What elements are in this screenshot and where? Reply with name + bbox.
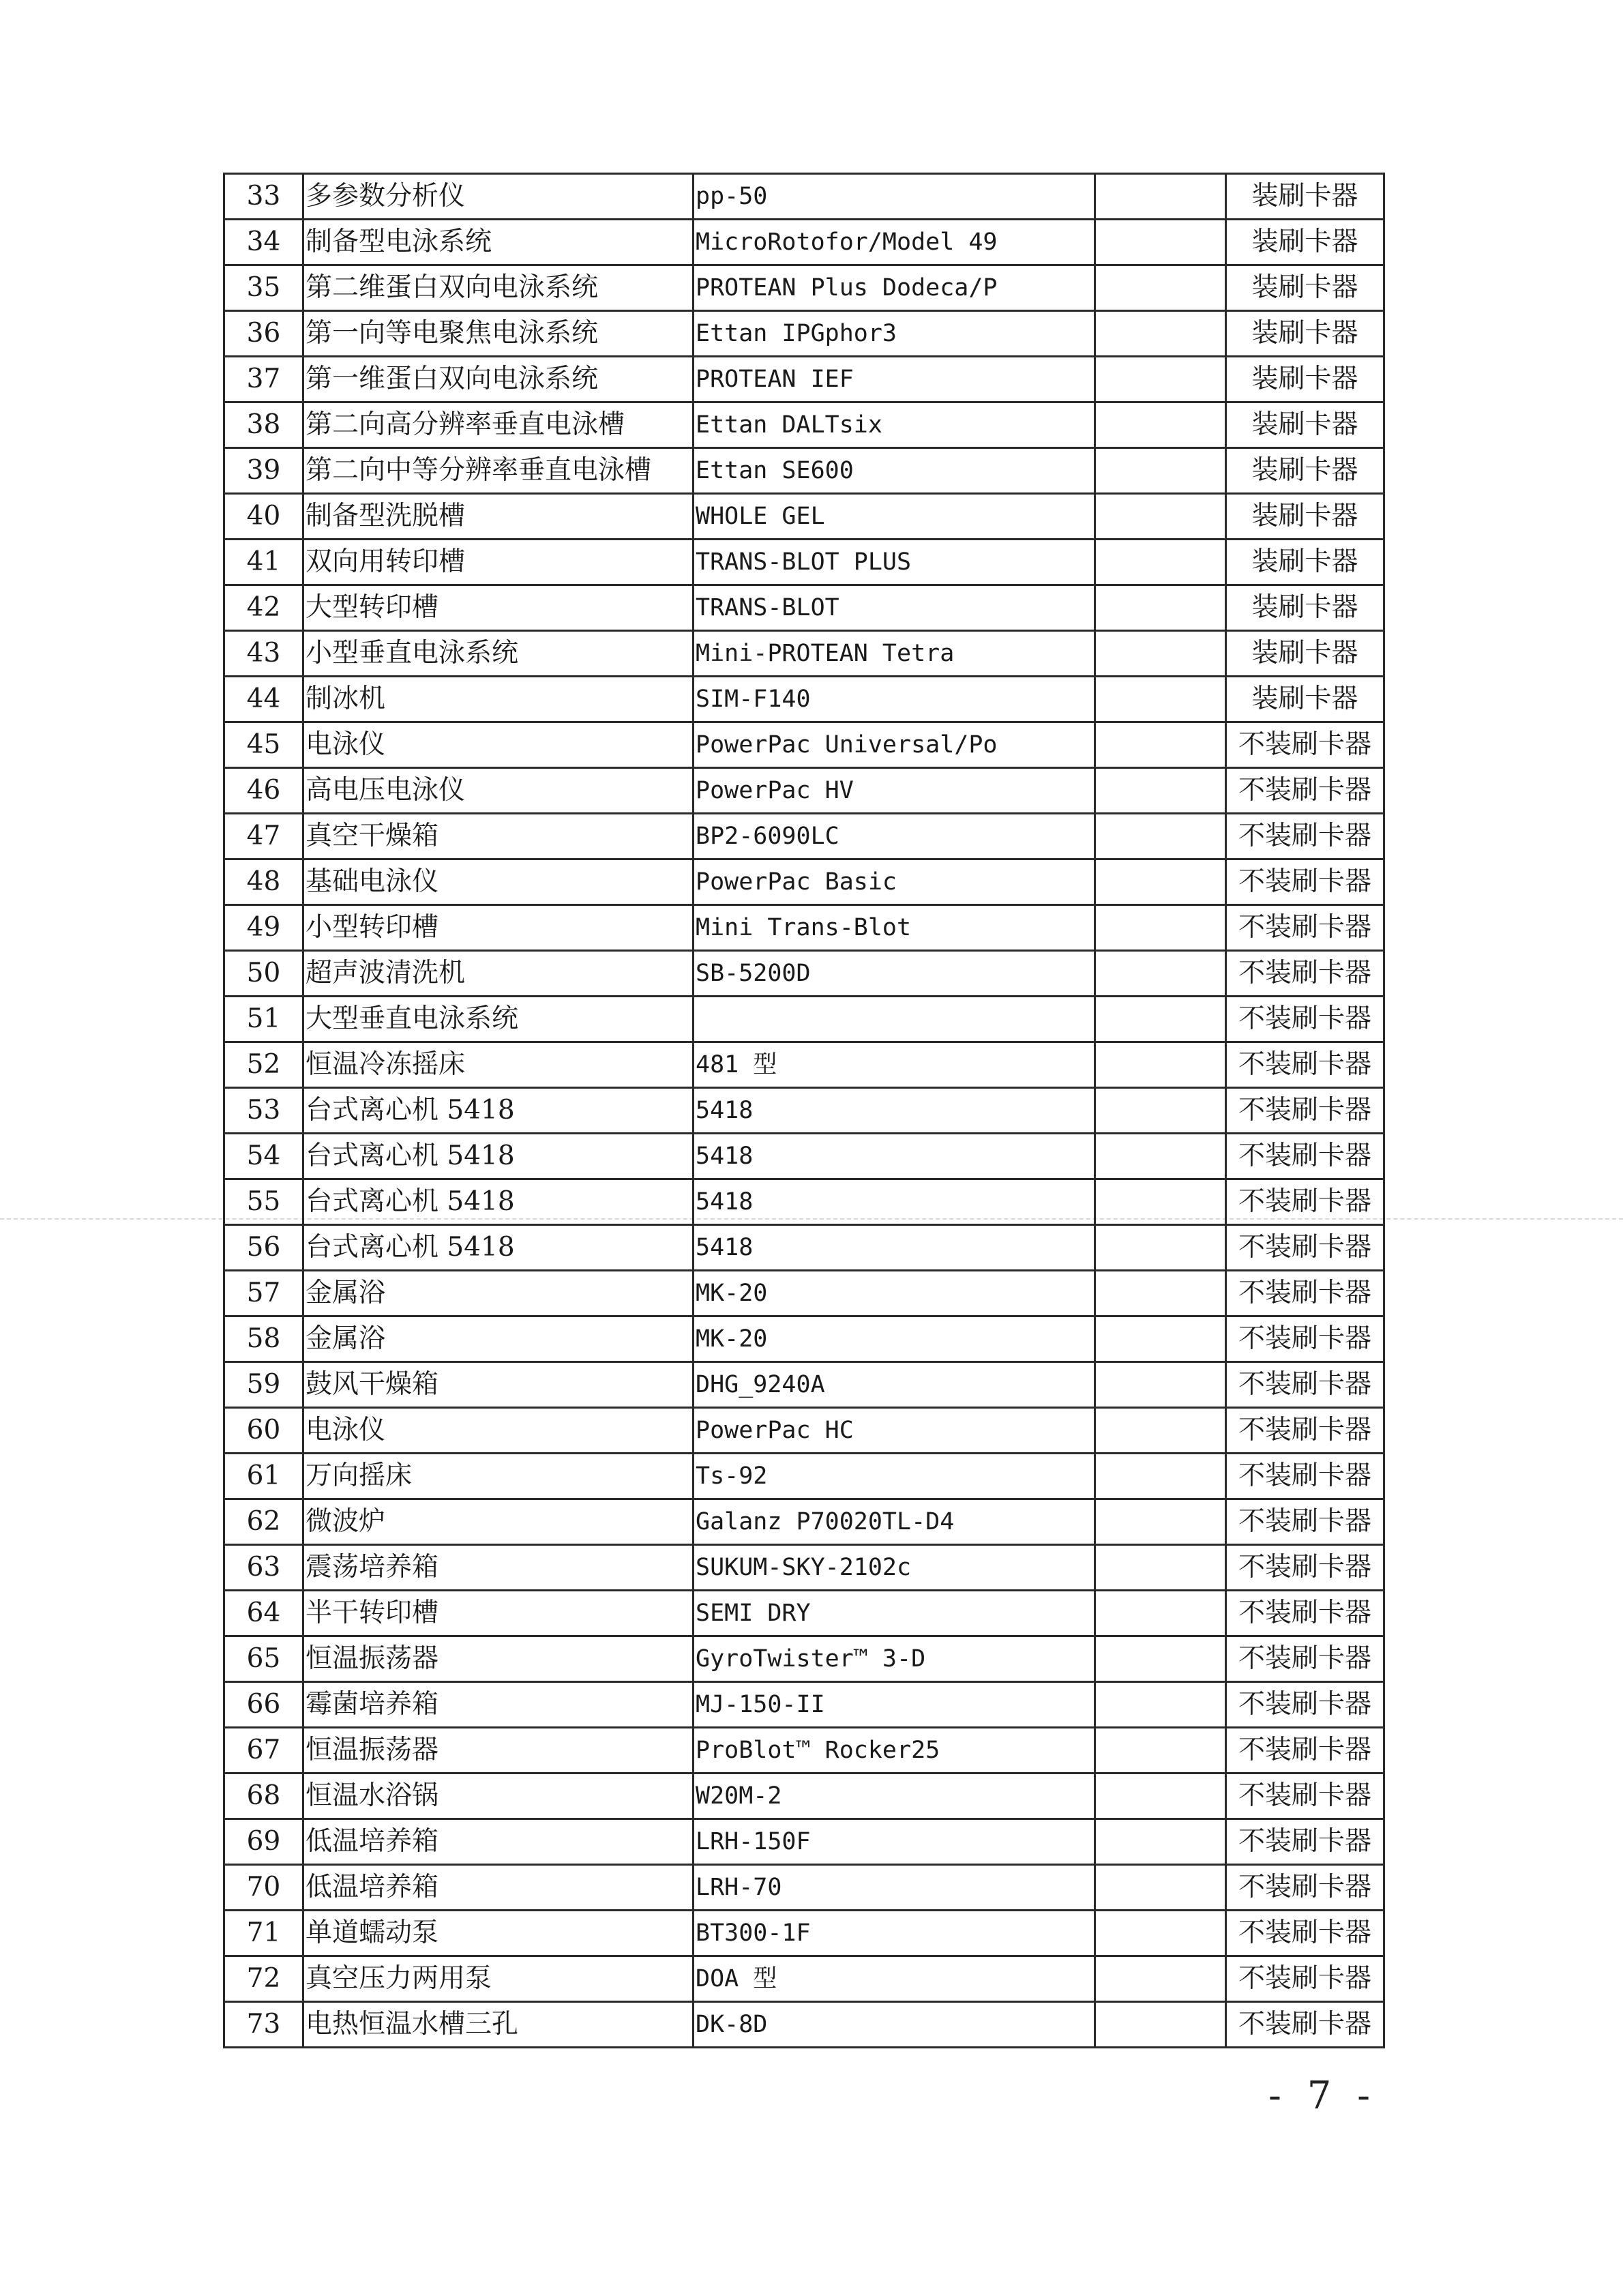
row-number: 46 xyxy=(224,768,303,814)
blank-cell xyxy=(1095,2002,1226,2048)
card-reader-status: 装刷卡器 xyxy=(1226,174,1384,220)
model-number: Ettan DALTsix xyxy=(694,402,1095,448)
card-reader-status: 装刷卡器 xyxy=(1226,677,1384,722)
blank-cell xyxy=(1095,768,1226,814)
equipment-name: 台式离心机 5418 xyxy=(303,1134,694,1179)
model-number: SB-5200D xyxy=(694,951,1095,997)
blank-cell xyxy=(1095,1865,1226,1911)
row-number: 45 xyxy=(224,722,303,768)
equipment-name: 单道蠕动泵 xyxy=(303,1911,694,1956)
table-row xyxy=(224,1088,1384,1134)
table-row xyxy=(224,494,1384,540)
model-number xyxy=(694,997,1095,1042)
model-number: Ettan IPGphor3 xyxy=(694,311,1095,357)
row-number: 58 xyxy=(224,1316,303,1362)
equipment-name: 霉菌培养箱 xyxy=(303,1682,694,1728)
equipment-name: 高电压电泳仪 xyxy=(303,768,694,814)
table-row xyxy=(224,677,1384,722)
model-number: TRANS-BLOT PLUS xyxy=(694,540,1095,585)
equipment-name: 微波炉 xyxy=(303,1499,694,1545)
equipment-name: 台式离心机 5418 xyxy=(303,1088,694,1134)
equipment-name: 第一维蛋白双向电泳系统 xyxy=(303,357,694,402)
card-reader-status: 不装刷卡器 xyxy=(1226,1636,1384,1682)
table-row xyxy=(224,814,1384,859)
equipment-name: 超声波清洗机 xyxy=(303,951,694,997)
table-row xyxy=(224,265,1384,311)
page-number: - 7 - xyxy=(1268,2074,1378,2118)
table-row xyxy=(224,997,1384,1042)
blank-cell xyxy=(1095,1956,1226,2002)
row-number: 54 xyxy=(224,1134,303,1179)
model-number: DOA 型 xyxy=(694,1956,1095,2002)
row-number: 73 xyxy=(224,2002,303,2048)
table-row xyxy=(224,1819,1384,1865)
row-number: 43 xyxy=(224,631,303,677)
model-number: SEMI DRY xyxy=(694,1591,1095,1636)
row-number: 51 xyxy=(224,997,303,1042)
row-number: 67 xyxy=(224,1728,303,1773)
equipment-name: 双向用转印槽 xyxy=(303,540,694,585)
model-number: 5418 xyxy=(694,1179,1095,1225)
model-number: PowerPac HC xyxy=(694,1408,1095,1454)
equipment-name: 万向摇床 xyxy=(303,1454,694,1499)
equipment-name: 恒温水浴锅 xyxy=(303,1773,694,1819)
table-row xyxy=(224,1636,1384,1682)
row-number: 53 xyxy=(224,1088,303,1134)
model-number: BT300-1F xyxy=(694,1911,1095,1956)
row-number: 65 xyxy=(224,1636,303,1682)
row-number: 61 xyxy=(224,1454,303,1499)
model-number: LRH-150F xyxy=(694,1819,1095,1865)
card-reader-status: 不装刷卡器 xyxy=(1226,1225,1384,1271)
table-row xyxy=(224,1134,1384,1179)
blank-cell xyxy=(1095,722,1226,768)
row-number: 59 xyxy=(224,1362,303,1408)
equipment-name: 金属浴 xyxy=(303,1271,694,1316)
table-row xyxy=(224,1499,1384,1545)
model-number: MicroRotofor/Model 49 xyxy=(694,220,1095,265)
blank-cell xyxy=(1095,1408,1226,1454)
blank-cell xyxy=(1095,585,1226,631)
table-row xyxy=(224,1179,1384,1225)
table-row xyxy=(224,1271,1384,1316)
blank-cell xyxy=(1095,1636,1226,1682)
blank-cell xyxy=(1095,540,1226,585)
table-row xyxy=(224,1545,1384,1591)
table-row xyxy=(224,1956,1384,2002)
table-row xyxy=(224,1362,1384,1408)
blank-cell xyxy=(1095,357,1226,402)
equipment-name: 半干转印槽 xyxy=(303,1591,694,1636)
card-reader-status: 不装刷卡器 xyxy=(1226,814,1384,859)
card-reader-status: 装刷卡器 xyxy=(1226,494,1384,540)
table-row xyxy=(224,1316,1384,1362)
row-number: 41 xyxy=(224,540,303,585)
card-reader-status: 装刷卡器 xyxy=(1226,402,1384,448)
blank-cell xyxy=(1095,951,1226,997)
row-number: 56 xyxy=(224,1225,303,1271)
card-reader-status: 不装刷卡器 xyxy=(1226,1499,1384,1545)
equipment-name: 制备型电泳系统 xyxy=(303,220,694,265)
table-row xyxy=(224,1682,1384,1728)
equipment-name: 震荡培养箱 xyxy=(303,1545,694,1591)
model-number: ProBlot™ Rocker25 xyxy=(694,1728,1095,1773)
row-number: 64 xyxy=(224,1591,303,1636)
table-row xyxy=(224,1454,1384,1499)
equipment-name: 第二维蛋白双向电泳系统 xyxy=(303,265,694,311)
card-reader-status: 不装刷卡器 xyxy=(1226,1271,1384,1316)
model-number: PowerPac HV xyxy=(694,768,1095,814)
card-reader-status: 不装刷卡器 xyxy=(1226,1728,1384,1773)
table-row xyxy=(224,311,1384,357)
equipment-name: 真空压力两用泵 xyxy=(303,1956,694,2002)
blank-cell xyxy=(1095,1042,1226,1088)
model-number: TRANS-BLOT xyxy=(694,585,1095,631)
equipment-name: 第二向高分辨率垂直电泳槽 xyxy=(303,402,694,448)
blank-cell xyxy=(1095,220,1226,265)
table-row xyxy=(224,1865,1384,1911)
equipment-name: 恒温振荡器 xyxy=(303,1636,694,1682)
equipment-name: 鼓风干燥箱 xyxy=(303,1362,694,1408)
equipment-name: 台式离心机 5418 xyxy=(303,1179,694,1225)
model-number: 5418 xyxy=(694,1225,1095,1271)
equipment-name: 制冰机 xyxy=(303,677,694,722)
table-body xyxy=(224,174,1384,2048)
blank-cell xyxy=(1095,631,1226,677)
card-reader-status: 不装刷卡器 xyxy=(1226,1773,1384,1819)
row-number: 36 xyxy=(224,311,303,357)
row-number: 55 xyxy=(224,1179,303,1225)
model-number: BP2-6090LC xyxy=(694,814,1095,859)
table-row xyxy=(224,1728,1384,1773)
equipment-name: 第一向等电聚焦电泳系统 xyxy=(303,311,694,357)
equipment-table xyxy=(223,173,1385,2048)
equipment-name: 恒温冷冻摇床 xyxy=(303,1042,694,1088)
card-reader-status: 不装刷卡器 xyxy=(1226,859,1384,905)
equipment-name: 台式离心机 5418 xyxy=(303,1225,694,1271)
equipment-name: 第二向中等分辨率垂直电泳槽 xyxy=(303,448,694,494)
equipment-name: 多参数分析仪 xyxy=(303,174,694,220)
row-number: 33 xyxy=(224,174,303,220)
model-number: PowerPac Basic xyxy=(694,859,1095,905)
table-row xyxy=(224,722,1384,768)
table-row xyxy=(224,174,1384,220)
blank-cell xyxy=(1095,1454,1226,1499)
model-number: MK-20 xyxy=(694,1316,1095,1362)
blank-cell xyxy=(1095,1728,1226,1773)
equipment-name: 金属浴 xyxy=(303,1316,694,1362)
model-number: MJ-150-II xyxy=(694,1682,1095,1728)
row-number: 72 xyxy=(224,1956,303,2002)
equipment-name: 电热恒温水槽三孔 xyxy=(303,2002,694,2048)
model-number: PROTEAN IEF xyxy=(694,357,1095,402)
blank-cell xyxy=(1095,265,1226,311)
blank-cell xyxy=(1095,1499,1226,1545)
blank-cell xyxy=(1095,1591,1226,1636)
table-row xyxy=(224,540,1384,585)
model-number: SUKUM-SKY-2102c xyxy=(694,1545,1095,1591)
blank-cell xyxy=(1095,1819,1226,1865)
card-reader-status: 不装刷卡器 xyxy=(1226,1408,1384,1454)
card-reader-status: 不装刷卡器 xyxy=(1226,1591,1384,1636)
card-reader-status: 不装刷卡器 xyxy=(1226,1454,1384,1499)
blank-cell xyxy=(1095,1179,1226,1225)
blank-cell xyxy=(1095,1545,1226,1591)
card-reader-status: 不装刷卡器 xyxy=(1226,997,1384,1042)
card-reader-status: 不装刷卡器 xyxy=(1226,1362,1384,1408)
model-number: 5418 xyxy=(694,1134,1095,1179)
row-number: 38 xyxy=(224,402,303,448)
blank-cell xyxy=(1095,1316,1226,1362)
blank-cell xyxy=(1095,1225,1226,1271)
table-row xyxy=(224,1042,1384,1088)
table-row xyxy=(224,585,1384,631)
card-reader-status: 装刷卡器 xyxy=(1226,631,1384,677)
card-reader-status: 不装刷卡器 xyxy=(1226,1865,1384,1911)
row-number: 34 xyxy=(224,220,303,265)
equipment-name: 低温培养箱 xyxy=(303,1865,694,1911)
model-number: MK-20 xyxy=(694,1271,1095,1316)
row-number: 68 xyxy=(224,1773,303,1819)
model-number: SIM-F140 xyxy=(694,677,1095,722)
row-number: 35 xyxy=(224,265,303,311)
blank-cell xyxy=(1095,1362,1226,1408)
card-reader-status: 不装刷卡器 xyxy=(1226,768,1384,814)
blank-cell xyxy=(1095,905,1226,951)
card-reader-status: 不装刷卡器 xyxy=(1226,722,1384,768)
model-number: DHG_9240A xyxy=(694,1362,1095,1408)
card-reader-status: 不装刷卡器 xyxy=(1226,1911,1384,1956)
table-row xyxy=(224,951,1384,997)
blank-cell xyxy=(1095,311,1226,357)
table-row xyxy=(224,905,1384,951)
row-number: 37 xyxy=(224,357,303,402)
row-number: 44 xyxy=(224,677,303,722)
card-reader-status: 不装刷卡器 xyxy=(1226,2002,1384,2048)
equipment-name: 制备型洗脱槽 xyxy=(303,494,694,540)
table-row xyxy=(224,1773,1384,1819)
row-number: 63 xyxy=(224,1545,303,1591)
row-number: 69 xyxy=(224,1819,303,1865)
row-number: 60 xyxy=(224,1408,303,1454)
card-reader-status: 不装刷卡器 xyxy=(1226,1545,1384,1591)
table-row xyxy=(224,1225,1384,1271)
blank-cell xyxy=(1095,677,1226,722)
equipment-name: 电泳仪 xyxy=(303,1408,694,1454)
model-number: 5418 xyxy=(694,1088,1095,1134)
card-reader-status: 不装刷卡器 xyxy=(1226,1956,1384,2002)
blank-cell xyxy=(1095,1911,1226,1956)
blank-cell xyxy=(1095,174,1226,220)
blank-cell xyxy=(1095,448,1226,494)
equipment-name: 大型转印槽 xyxy=(303,585,694,631)
table-row xyxy=(224,448,1384,494)
row-number: 66 xyxy=(224,1682,303,1728)
blank-cell xyxy=(1095,1271,1226,1316)
row-number: 52 xyxy=(224,1042,303,1088)
model-number: LRH-70 xyxy=(694,1865,1095,1911)
model-number: DK-8D xyxy=(694,2002,1095,2048)
model-number: W20M-2 xyxy=(694,1773,1095,1819)
table-row xyxy=(224,220,1384,265)
model-number: 481 型 xyxy=(694,1042,1095,1088)
table-row xyxy=(224,357,1384,402)
table-row xyxy=(224,768,1384,814)
card-reader-status: 不装刷卡器 xyxy=(1226,951,1384,997)
model-number: Galanz P70020TL-D4 xyxy=(694,1499,1095,1545)
card-reader-status: 不装刷卡器 xyxy=(1226,1134,1384,1179)
table-row xyxy=(224,859,1384,905)
equipment-name: 电泳仪 xyxy=(303,722,694,768)
table-row xyxy=(224,1591,1384,1636)
row-number: 42 xyxy=(224,585,303,631)
equipment-name: 大型垂直电泳系统 xyxy=(303,997,694,1042)
equipment-name: 基础电泳仪 xyxy=(303,859,694,905)
model-number: PROTEAN Plus Dodeca/P xyxy=(694,265,1095,311)
card-reader-status: 装刷卡器 xyxy=(1226,540,1384,585)
table-row xyxy=(224,631,1384,677)
row-number: 70 xyxy=(224,1865,303,1911)
table-row xyxy=(224,402,1384,448)
row-number: 57 xyxy=(224,1271,303,1316)
row-number: 40 xyxy=(224,494,303,540)
table-row xyxy=(224,1408,1384,1454)
blank-cell xyxy=(1095,1773,1226,1819)
card-reader-status: 装刷卡器 xyxy=(1226,311,1384,357)
card-reader-status: 不装刷卡器 xyxy=(1226,905,1384,951)
card-reader-status: 不装刷卡器 xyxy=(1226,1316,1384,1362)
card-reader-status: 装刷卡器 xyxy=(1226,220,1384,265)
card-reader-status: 装刷卡器 xyxy=(1226,265,1384,311)
model-number: PowerPac Universal/Po xyxy=(694,722,1095,768)
equipment-name: 恒温振荡器 xyxy=(303,1728,694,1773)
row-number: 47 xyxy=(224,814,303,859)
model-number: pp-50 xyxy=(694,174,1095,220)
model-number: Ettan SE600 xyxy=(694,448,1095,494)
blank-cell xyxy=(1095,1682,1226,1728)
blank-cell xyxy=(1095,1088,1226,1134)
row-number: 48 xyxy=(224,859,303,905)
table-row xyxy=(224,2002,1384,2048)
table-row xyxy=(224,1911,1384,1956)
row-number: 50 xyxy=(224,951,303,997)
blank-cell xyxy=(1095,494,1226,540)
card-reader-status: 装刷卡器 xyxy=(1226,357,1384,402)
card-reader-status: 不装刷卡器 xyxy=(1226,1088,1384,1134)
card-reader-status: 不装刷卡器 xyxy=(1226,1042,1384,1088)
blank-cell xyxy=(1095,997,1226,1042)
blank-cell xyxy=(1095,859,1226,905)
equipment-name: 小型垂直电泳系统 xyxy=(303,631,694,677)
blank-cell xyxy=(1095,1134,1226,1179)
card-reader-status: 装刷卡器 xyxy=(1226,585,1384,631)
row-number: 71 xyxy=(224,1911,303,1956)
equipment-name: 小型转印槽 xyxy=(303,905,694,951)
card-reader-status: 装刷卡器 xyxy=(1226,448,1384,494)
model-number: Mini-PROTEAN Tetra xyxy=(694,631,1095,677)
card-reader-status: 不装刷卡器 xyxy=(1226,1179,1384,1225)
card-reader-status: 不装刷卡器 xyxy=(1226,1819,1384,1865)
model-number: GyroTwister™ 3-D xyxy=(694,1636,1095,1682)
model-number: WHOLE GEL xyxy=(694,494,1095,540)
card-reader-status: 不装刷卡器 xyxy=(1226,1682,1384,1728)
blank-cell xyxy=(1095,402,1226,448)
row-number: 49 xyxy=(224,905,303,951)
model-number: Mini Trans-Blot xyxy=(694,905,1095,951)
row-number: 39 xyxy=(224,448,303,494)
model-number: Ts-92 xyxy=(694,1454,1095,1499)
equipment-name: 低温培养箱 xyxy=(303,1819,694,1865)
blank-cell xyxy=(1095,814,1226,859)
equipment-name: 真空干燥箱 xyxy=(303,814,694,859)
row-number: 62 xyxy=(224,1499,303,1545)
